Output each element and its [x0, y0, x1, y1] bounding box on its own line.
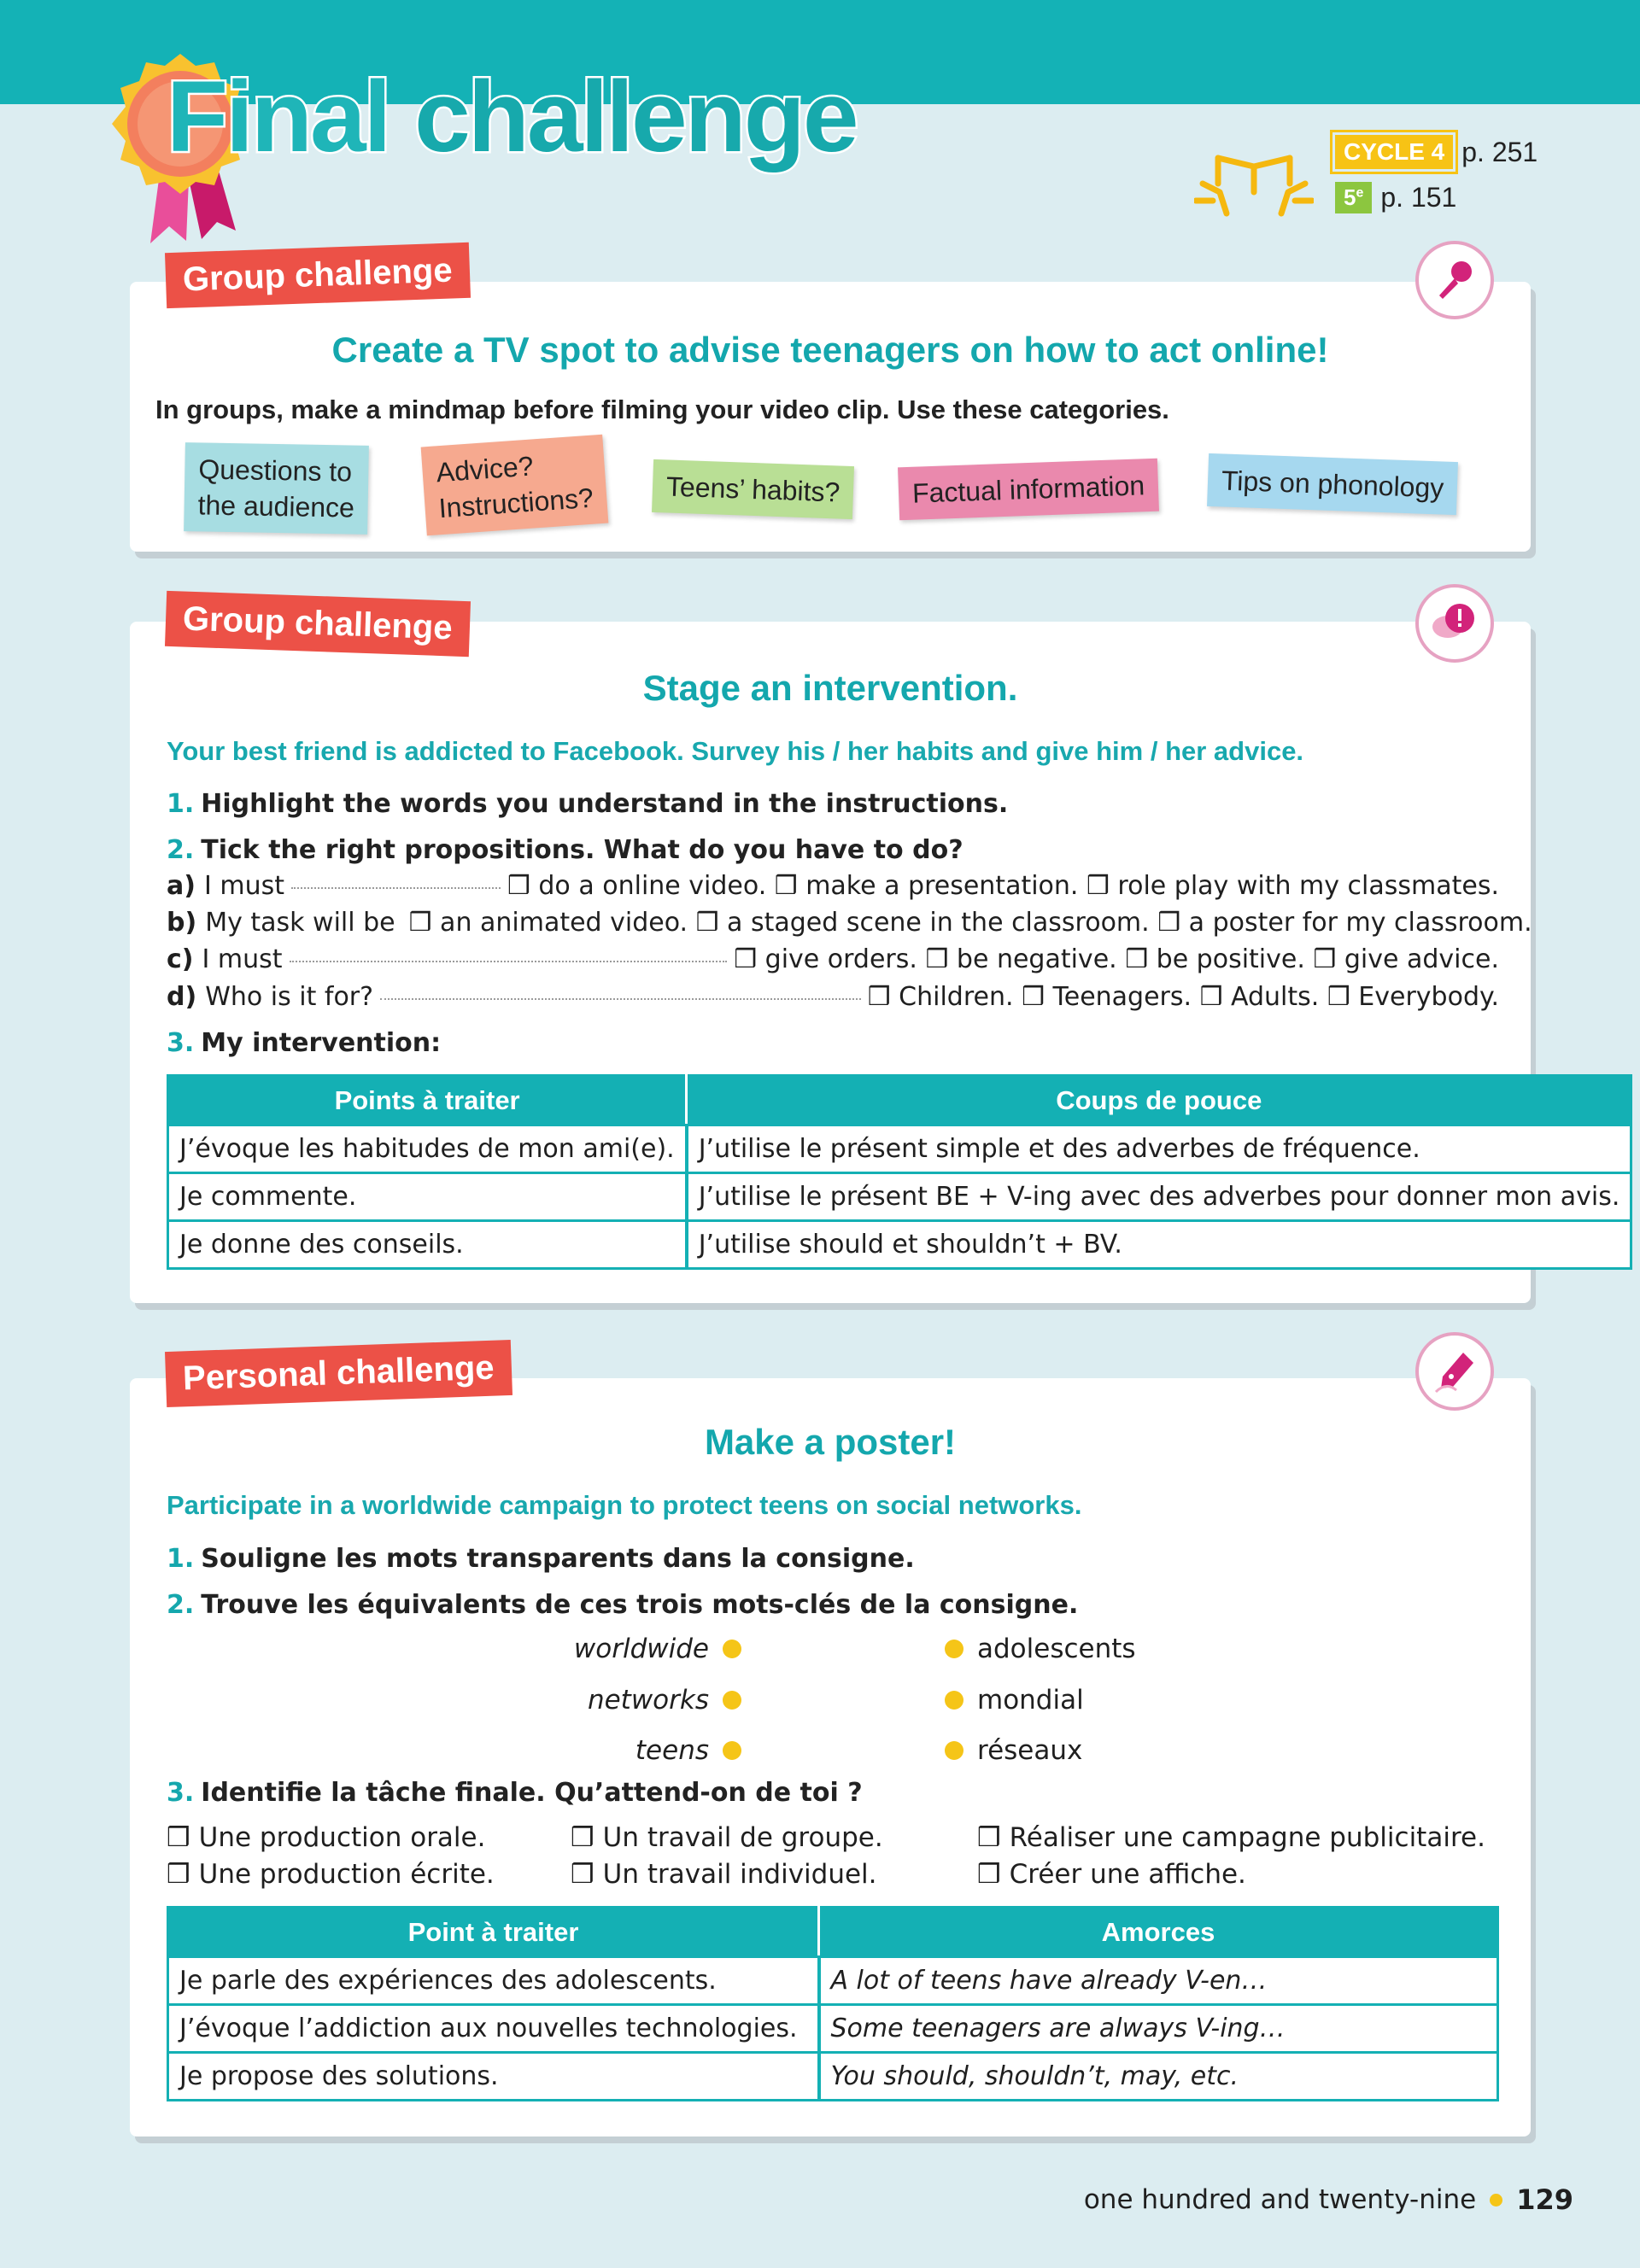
category-note: Questions to the audience: [184, 442, 369, 535]
cycle-tag: CYCLE 4: [1335, 135, 1453, 169]
cycle-page: p. 251: [1461, 136, 1538, 167]
page-number-words: one hundred and twenty-nine: [1083, 2184, 1477, 2215]
intervention-table: [167, 1074, 1632, 1270]
table-row: Je parle des expériences des adolescents. A lot of teens have already V-en…: [168, 1957, 1498, 2005]
proposition-c: c) I must ❒ give orders. ❒ be negative. ❒ be positive. ❒ give advice.: [167, 944, 1499, 974]
page-title: Final challenge: [167, 61, 857, 173]
step-2: 2. Tick the right propositions. What do you have to do?: [167, 835, 964, 865]
step-3: 3. My intervention:: [167, 1028, 442, 1058]
match-item-networks[interactable]: networks: [478, 1685, 741, 1716]
match-item-reseaux[interactable]: réseaux: [945, 1735, 1082, 1766]
card-tv-spot: [130, 251, 1531, 552]
table-row: J’évoque l’addiction aux nouvelles technologies. Some teenagers are always V-ing…: [168, 2005, 1498, 2053]
table-header: Point à traiter: [168, 1908, 819, 1957]
card-badge: Personal challenge: [165, 1340, 512, 1407]
card-badge: Group challenge: [165, 243, 471, 308]
table-row: Je propose des solutions. You should, shouldn’t, may, etc.: [168, 2053, 1498, 2101]
match-item-mondial[interactable]: mondial: [945, 1685, 1084, 1716]
card-title: Create a TV spot to advise teenagers on how to act online!: [331, 330, 1329, 370]
checkbox-option[interactable]: ❒ Un travail individuel.: [571, 1859, 877, 1890]
card-badge: Group challenge: [165, 591, 471, 657]
checkbox-option[interactable]: ❒ Une production écrite.: [167, 1859, 495, 1890]
card-title: Stage an intervention.: [642, 668, 1018, 708]
category-note: Factual information: [898, 459, 1159, 521]
grade-tag: 5e: [1335, 182, 1372, 213]
grade-page: p. 151: [1380, 182, 1457, 213]
cycle-reference: [1335, 135, 1538, 169]
reading-hands-icon: [1194, 141, 1314, 218]
proposition-b: b) My task will be ❒ an animated video. ❒ a staged scene in the classroom. ❒ a poster for my classroom.: [167, 908, 1532, 938]
checkbox-option[interactable]: ❒ Un travail de groupe.: [571, 1822, 883, 1853]
checkbox-option[interactable]: ❒ Créer une affiche.: [977, 1859, 1246, 1890]
microphone-icon: [1415, 241, 1494, 319]
match-item-adolescents[interactable]: adolescents: [945, 1634, 1136, 1664]
speech-bubble-icon: [1415, 584, 1494, 663]
card-instruction: In groups, make a mindmap before filming your video clip. Use these categories.: [155, 395, 1169, 424]
step-1: 1. Souligne les mots transparents dans la consigne.: [167, 1544, 915, 1574]
card-intro: Participate in a worldwide campaign to protect teens on social networks.: [167, 1490, 1082, 1520]
pen-nib-icon: [1415, 1332, 1494, 1411]
match-item-teens[interactable]: teens: [478, 1735, 741, 1766]
category-note: Tips on phonology: [1207, 453, 1458, 515]
step-2: 2. Trouve les équivalents de ces trois mots-clés de la consigne.: [167, 1590, 1079, 1620]
table-row: J’évoque les habitudes de mon ami(e). J’utilise le présent simple et des adverbes de fréquence.: [168, 1125, 1631, 1173]
category-note: Teens’ habits?: [652, 459, 854, 519]
table-header: Coups de pouce: [687, 1076, 1631, 1125]
table-row: Je commente. J’utilise le présent BE + V-ing avec des adverbes pour donner mon avis.: [168, 1173, 1631, 1221]
table-row: Je donne des conseils. J’utilise should et shouldn’t + BV.: [168, 1221, 1631, 1269]
card-title: Make a poster!: [704, 1422, 957, 1462]
poster-table: [167, 1906, 1499, 2101]
proposition-d: d) Who is it for? ❒ Children. ❒ Teenagers. ❒ Adults. ❒ Everybody.: [167, 982, 1499, 1012]
footer-dot-icon: [1490, 2194, 1502, 2207]
step-3: 3. Identifie la tâche finale. Qu’attend-on de toi ?: [167, 1778, 863, 1808]
step-1: 1. Highlight the words you understand in the instructions.: [167, 789, 1009, 819]
table-header: Points à traiter: [168, 1076, 687, 1125]
category-note: Advice? Instructions?: [421, 435, 609, 536]
card-intro: Your best friend is addicted to Facebook. Survey his / her habits and give him / her advice.: [167, 736, 1304, 766]
grade-reference: [1335, 182, 1456, 213]
proposition-a: a) I must ❒ do a online video. ❒ make a presentation. ❒ role play with my classmates.: [167, 871, 1499, 901]
match-item-worldwide[interactable]: worldwide: [478, 1634, 741, 1664]
checkbox-option[interactable]: ❒ Réaliser une campagne publicitaire.: [977, 1822, 1485, 1853]
table-header: Amorces: [819, 1908, 1498, 1957]
page-footer: [1084, 2183, 1573, 2216]
page-number: 129: [1516, 2183, 1573, 2216]
checkbox-option[interactable]: ❒ Une production orale.: [167, 1822, 486, 1853]
